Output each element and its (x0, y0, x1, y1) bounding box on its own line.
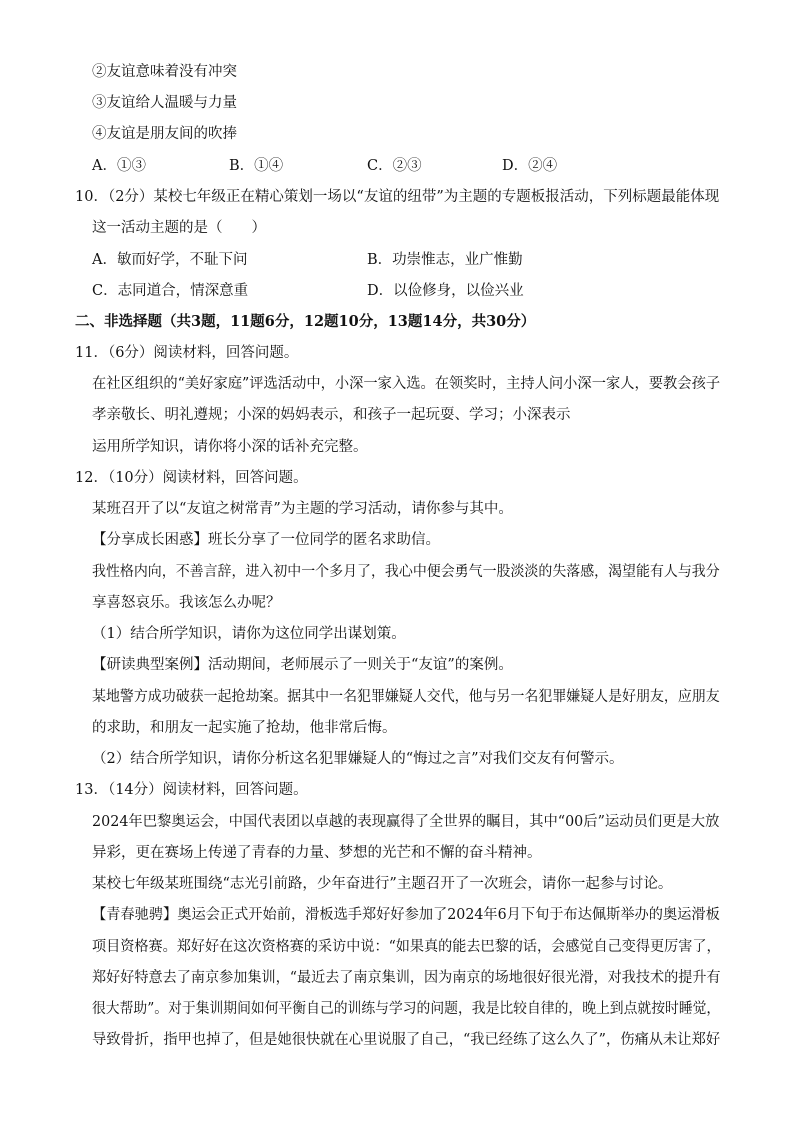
q9-option-d: D．②④ (502, 158, 558, 174)
q10-stem-line2: 这一活动主题的是（ ） (92, 220, 266, 236)
q9-option-b: B．①④ (229, 158, 284, 174)
q12-section-confusion: 【分享成长困惑】班长分享了一位同学的匿名求助信。 (92, 532, 440, 548)
q11-material-line1: 在社区组织的“美好家庭”评选活动中，小深一家入选。在领奖时，主持人问小深一家人，要教会孩子 (92, 376, 721, 392)
q12-case-line1: 某地警方成功破获一起抢劫案。据其中一名犯罪嫌疑人交代，他与另一名犯罪嫌疑人是好朋友，应朋友 (92, 689, 720, 705)
q13-section-youth-line3: 郑好好特意去了南京参加集训，“最近去了南京集训，因为南京的场地很好很光滑，对我技术的提升有 (92, 970, 721, 986)
q13-section-youth-line2: 项目资格赛。郑好好在这次资格赛的采访中说：“如果真的能去巴黎的话，会感觉自己变得更厉害了， (92, 939, 721, 955)
q12-section-case: 【研读典型案例】活动期间，老师展示了一则关于“友谊”的案例。 (92, 657, 513, 673)
q12-sub-question-1: （1）结合所学知识，请你为这位同学出谋划策。 (92, 626, 406, 642)
q12-intro: 某班召开了以“友谊之树常青”为主题的学习活动，请你参与其中。 (92, 501, 513, 517)
q11-stem: 11．（6分）阅读材料，回答问题。 (75, 345, 299, 361)
q9-item-3: ③友谊给人温暖与力量 (92, 95, 237, 111)
q13-section-youth-line4: 很大帮助”。对于集训期间如何平衡自己的训练与学习的问题，我是比较自律的，晚上到点就按时睡觉， (92, 1001, 721, 1017)
q13-material-line1: 2024年巴黎奥运会，中国代表团以卓越的表现赢得了全世界的瞩目，其中“00后”运动员们更是大放 (92, 814, 720, 830)
q12-sub-question-2: （2）结合所学知识，请你分析这名犯罪嫌疑人的“悔过之言”对我们交友有何警示。 (92, 751, 624, 767)
q10-option-c: C．志同道合，情深意重 (92, 283, 249, 299)
q11-question: 运用所学知识，请你将小深的话补充完整。 (92, 439, 368, 455)
q10-option-d: D．以俭修身，以俭兴业 (367, 283, 524, 299)
q10-option-a: A．敏而好学，不耻下问 (92, 252, 248, 268)
q12-letter-line1: 我性格内向，不善言辞，进入初中一个多月了，我心中便会勇气一股淡淡的失落感，渴望能有人与我分 (92, 564, 720, 580)
q12-stem: 12．（10分）阅读材料，回答问题。 (75, 470, 308, 486)
q13-stem: 13．（14分）阅读材料，回答问题。 (75, 782, 308, 798)
q13-section-youth-line1: 【青春驰骋】奥运会正式开始前，滑板选手郑好好参加了2024年6月下旬于布达佩斯举办的奥运滑板 (92, 907, 720, 923)
q9-option-a: A．①③ (92, 158, 146, 174)
q10-option-b: B．功崇惟志，业广惟勤 (367, 252, 523, 268)
q12-letter-line2: 享喜怒哀乐。我该怎么办呢？ (92, 595, 281, 611)
q13-material-line2: 异彩，更在赛场上传递了青春的力量、梦想的光芒和不懈的奋斗精神。 (92, 845, 542, 861)
q10-stem-line1: 10．（2分）某校七年级正在精心策划一场以“友谊的纽带”为主题的专题板报活动，下列标题最能体现 (75, 189, 720, 205)
section-heading: 二、非选择题（共3题，11题6分，12题10分，13题14分，共30分） (75, 313, 536, 330)
q12-case-line2: 的求助，和朋友一起实施了抢劫，他非常后悔。 (92, 720, 397, 736)
q9-item-4: ④友谊是朋友间的吹捧 (92, 126, 237, 142)
q11-material-line2: 孝亲敬长、明礼遵规；小深的妈妈表示，和孩子一起玩耍、学习；小深表示 (92, 407, 571, 423)
q9-item-2: ②友谊意味着没有冲突 (92, 64, 237, 80)
q13-section-youth-line5: 导致骨折，指甲也掉了，但是她很快就在心里说服了自己，“我已经练了这么久了”，伤痛从未让郑好 (92, 1032, 721, 1048)
q9-option-c: C．②③ (367, 158, 422, 174)
q13-intro: 某校七年级某班围绕“志光引前路，少年奋进行”主题召开了一次班会，请你一起参与讨论。 (92, 876, 673, 892)
